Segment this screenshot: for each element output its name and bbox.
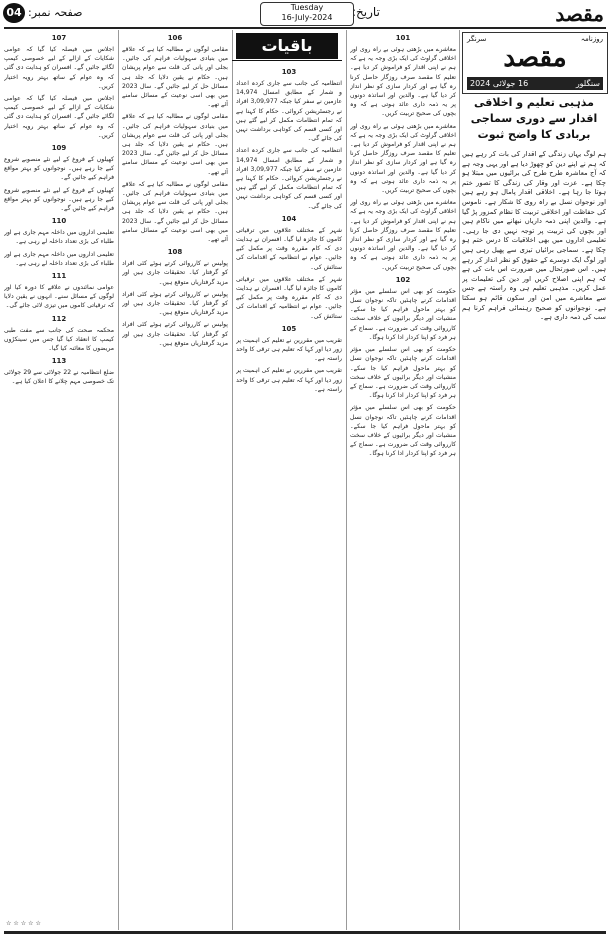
day-text: Tuesday [290,3,324,12]
masthead-owner: سرنگر [467,35,487,43]
item-text: مقامی لوگوں نے مطالبہ کیا ہے کہ علاقے میں بنیادی سہولیات فراہم کی جائیں۔ بجلی اور پانی کی قلت سے عوام پریشان ہیں۔ حکام نے یقین دلایا کہ جلد ہی مسائل حل کر لیے جائیں گے۔ سال 2023 میں بھی اسی نوعیت کے مسائل سامنے آئے تھے۔ [122,180,228,244]
item-text: تقریب میں مقررین نے تعلیم کی اہمیت پر زور دیا اور کہا کہ تعلیم ہی ترقی کا واحد راستہ ہے۔ [236,336,342,363]
item-number: 105 [281,324,297,333]
item-text: ضلع انتظامیہ نے 22 جولائی سے 29 جولائی تک خصوصی مہم چلانے کا اعلان کیا ہے۔ [4,369,114,386]
item-number: 101 [395,34,411,42]
item-text: حکومت کو بھی اس سلسلے میں مؤثر اقدامات کرنے چاہئیں تاکہ نوجوان نسل کو بہتر ماحول فراہم کیا جا سکے۔ منشیات اور دیگر برائیوں کے خلاف سخت کارروائی وقت کی ضرورت ہے۔ سماج کے ہر فرد کو اپنا کردار ادا کرنا ہوگا۔ [350,346,456,400]
item-text: کھیلوں کے فروغ کے لیے نئے منصوبے شروع کیے جا رہے ہیں۔ نوجوانوں کو بہتر مواقع فراہم کیے جائیں گے۔ [4,186,114,213]
item-text: مقامی لوگوں نے مطالبہ کیا ہے کہ علاقے میں بنیادی سہولیات فراہم کی جائیں۔ بجلی اور پانی کی قلت سے عوام پریشان ہیں۔ حکام نے یقین دلایا کہ جلد ہی مسائل حل کر لیے جائیں گے۔ سال 2023 میں بھی اسی نوعیت کے مسائل سامنے آئے تھے۔ [122,46,228,109]
footer-rule [4,931,606,934]
item-text: شہر کے مختلف علاقوں میں ترقیاتی کاموں کا جائزہ لیا گیا۔ افسران نے ہدایت دی کہ کام مقررہ وقت پر مکمل کیے جائیں۔ عوام نے انتظامیہ کے اقدامات کی ستائش کی۔ [236,275,342,320]
item-number: 103 [281,68,297,76]
column-divider [459,30,460,930]
date-text: 16-July-2024 [281,13,333,22]
paper-name: مقصد [555,2,604,26]
baqiyat-banner: باقیات [236,33,338,59]
item-text: پولیس نے کارروائی کرتے ہوئے کئی افراد کو گرفتار کیا۔ تحقیقات جاری ہیں اور مزید گرفتاریاں متوقع ہیں۔ [122,321,228,347]
item-text: حکومت کو بھی اس سلسلے میں مؤثر اقدامات کرنے چاہئیں تاکہ نوجوان نسل کو بہتر ماحول فراہم کیا جا سکے۔ منشیات اور دیگر برائیوں کے خلاف سخت کارروائی وقت کی ضرورت ہے۔ سماج کے ہر فرد کو اپنا کردار ادا کرنا ہوگا۔ [350,287,456,341]
news-column-1 [350,30,456,930]
lead-article [462,150,606,930]
masthead-tag: روزنامہ [580,35,603,43]
masthead-date: 16 جولائی 2024 [470,79,529,88]
item-text: شہر کے مختلف علاقوں میں ترقیاتی کاموں کا جائزہ لیا گیا۔ افسران نے ہدایت دی کہ کام مقررہ وقت پر مکمل کیے جائیں۔ عوام نے انتظامیہ کے اقدامات کی ستائش کی۔ [236,226,342,271]
news-column-4 [4,30,114,930]
item-text: اجلاس میں فیصلہ کیا گیا کہ عوامی شکایات کے ازالے کے لیے خصوصی کیمپ لگائے جائیں گے۔ افسران کو ہدایت دی گئی کہ وہ عوام کے ساتھ بہتر رویہ اختیار کریں۔ [4,95,114,139]
item-text: معاشرے میں بڑھتی ہوئی بے راہ روی اور اخلاقی گراوٹ کی ایک بڑی وجہ یہ ہے کہ ہم نے اپنی اقدار کو فراموش کر دیا ہے۔ تعلیم کا مقصد صرف روزگار حاصل کرنا رہ گیا ہے اور کردار سازی کو نظر انداز کر دیا گیا ہے۔ والدین اور اساتذہ دونوں پر یہ ذمہ داری عائد ہوتی ہے کہ وہ بچوں کی صحیح تربیت کریں۔ [350,199,456,271]
page-label: صفحہ نمبر: [28,6,83,19]
lead-headline: مذہبی تعلیم و اخلاقی اقدار سے دوری سماجی بربادی کا واضح ثبوت [470,96,598,141]
item-number: 112 [51,314,67,323]
item-number: 102 [395,275,411,284]
item-text: تعلیمی اداروں میں داخلہ مہم جاری ہے اور طلباء کی بڑی تعداد داخلہ لے رہی ہے۔ [4,250,114,267]
page-number-badge: 04 [3,3,25,23]
date-label: تاریخ: [352,5,380,19]
item-number: 107 [51,34,67,42]
masthead-title: مقصد [503,43,567,73]
item-number: 110 [51,217,67,226]
item-text: تعلیمی اداروں میں داخلہ مہم جاری ہے اور طلباء کی بڑی تعداد داخلہ لے رہی ہے۔ [4,229,114,246]
item-text: پولیس نے کارروائی کرتے ہوئے کئی افراد کو گرفتار کیا۔ تحقیقات جاری ہیں اور مزید گرفتاریاں متوقع ہیں۔ [122,290,228,317]
item-text: تقریب میں مقررین نے تعلیم کی اہمیت پر زور دیا اور کہا کہ تعلیم ہی ترقی کا واحد راستہ ہے۔ [236,367,342,393]
item-text: کھیلوں کے فروغ کے لیے نئے منصوبے شروع کیے جا رہے ہیں۔ نوجوانوں کو بہتر مواقع فراہم کیے جائیں گے۔ [4,156,114,182]
item-text: اجلاس میں فیصلہ کیا گیا کہ عوامی شکایات کے ازالے کے لیے خصوصی کیمپ لگائے جائیں گے۔ افسران کو ہدایت دی گئی کہ وہ عوام کے ساتھ بہتر رویہ اختیار کریں۔ [4,46,114,90]
masthead-city: سنگلور [575,79,600,88]
news-column-3 [122,30,228,930]
item-text: معاشرے میں بڑھتی ہوئی بے راہ روی اور اخلاقی گراوٹ کی ایک بڑی وجہ یہ ہے کہ ہم نے اپنی اقدار کو فراموش کر دیا ہے۔ تعلیم کا مقصد صرف روزگار حاصل کرنا رہ گیا ہے اور کردار سازی کو نظر انداز کر دیا گیا ہے۔ والدین اور اساتذہ دونوں پر یہ ذمہ داری عائد ہوتی ہے کہ وہ بچوں کی صحیح تربیت کریں۔ [350,122,456,195]
masthead-dateline [467,77,603,90]
item-number: 108 [167,248,183,257]
footer-stars: ☆☆☆☆☆ [6,920,43,927]
item-number: 104 [281,214,297,223]
item-number: 106 [167,34,183,42]
item-number: 109 [51,144,67,153]
item-text: انتظامیہ کی جانب سے جاری کردہ اعداد و شمار کے مطابق امسال 14,974 عازمین نے سفر کیا جبکہ 3,09,977 افراد نے رجسٹریشن کروائی۔ حکام کا کہنا ہے کہ تمام انتظامات مکمل کر لیے گئے ہیں اور کسی قسم کی کوتاہی برداشت نہیں کی جائے گی۔ [236,80,342,143]
column-divider [232,30,233,930]
item-text: محکمہ صحت کی جانب سے مفت طبی کیمپ کا انعقاد کیا گیا جس میں سینکڑوں مریضوں کا معائنہ کیا گیا۔ [4,326,114,353]
news-column-2 [236,64,342,930]
item-number: 113 [51,357,67,366]
column-divider [118,30,119,930]
masthead [462,32,608,94]
item-text: عوامی نمائندوں نے علاقے کا دورہ کیا اور لوگوں کے مسائل سنے۔ انہوں نے یقین دلایا کہ ترقیاتی کاموں میں تیزی لائی جائے گی۔ [4,284,114,310]
banner-underline [232,60,342,61]
item-text: مقامی لوگوں نے مطالبہ کیا ہے کہ علاقے میں بنیادی سہولیات فراہم کی جائیں۔ بجلی اور پانی کی قلت سے عوام پریشان ہیں۔ حکام نے یقین دلایا کہ جلد ہی مسائل حل کر لیے جائیں گے۔ سال 2023 میں بھی اسی نوعیت کے مسائل سامنے آئے تھے۔ [122,113,228,176]
date-box [260,2,354,26]
lead-body-text: ہم لوگ یہاں زندگی کے اقدار کی بات کر رہے ہیں کہ ہم نے اپنے دین کو چھوڑ دیا ہے اور یہی وجہ ہے کہ آج معاشرہ طرح طرح کی برائیوں میں مبتلا ہو چکا ہے۔ عزت اور وقار کی زندگی کا تصور ختم ہوتا جا رہا ہے۔ اخلاقی اقدار پامال ہو رہے ہیں اور نوجوان نسل بے راہ روی کا شکار ہے۔ ناموس کی حفاظت اور اخلاقی تربیت کا نظام کمزور پڑ گیا ہے۔ والدین اپنی ذمہ داریاں نبھانے میں ناکام ہیں اور بچوں کی تربیت پر توجہ نہیں دی جا رہی۔ تعلیمی اداروں میں بھی اخلاقیات کا درس ختم ہو چکا ہے۔ سماجی برائیاں تیزی سے پھیل رہی ہیں اور لوگ ایک دوسرے کے حقوق کو نظر انداز کر رہے ہیں۔ اس صورتحال میں ضرورت اس بات کی ہے کہ ہم اپنی اصلاح کریں اور دین کی تعلیمات پر عمل کریں۔ مذہبی تعلیم ہی وہ راستہ ہے جس سے معاشرے میں امن اور سکون قائم ہو سکتا ہے۔ نوجوانوں کو صحیح رہنمائی فراہم کرنا ہم سب کی ذمہ داری ہے۔ [462,150,606,322]
item-text: حکومت کو بھی اس سلسلے میں مؤثر اقدامات کرنے چاہئیں تاکہ نوجوان نسل کو بہتر ماحول فراہم کیا جا سکے۔ منشیات اور دیگر برائیوں کے خلاف سخت کارروائی وقت کی ضرورت ہے۔ سماج کے ہر فرد کو اپنا کردار ادا کرنا ہوگا۔ [350,404,456,458]
header-rule [4,27,606,29]
item-text: معاشرے میں بڑھتی ہوئی بے راہ روی اور اخلاقی گراوٹ کی ایک بڑی وجہ یہ ہے کہ ہم نے اپنی اقدار کو فراموش کر دیا ہے۔ تعلیم کا مقصد صرف روزگار حاصل کرنا رہ گیا ہے اور کردار سازی کو نظر انداز کر دیا گیا ہے۔ والدین اور اساتذہ دونوں پر یہ ذمہ داری عائد ہوتی ہے کہ وہ بچوں کی صحیح تربیت کریں۔ [350,46,456,118]
item-number: 111 [51,272,67,281]
column-divider [346,30,347,930]
item-text: انتظامیہ کی جانب سے جاری کردہ اعداد و شمار کے مطابق امسال 14,974 عازمین نے سفر کیا جبکہ 3,09,977 افراد نے رجسٹریشن کروائی۔ حکام کا کہنا ہے کہ تمام انتظامات مکمل کر لیے گئے ہیں اور کسی قسم کی کوتاہی برداشت نہیں کی جائے گی۔ [236,147,342,210]
item-text: پولیس نے کارروائی کرتے ہوئے کئی افراد کو گرفتار کیا۔ تحقیقات جاری ہیں اور مزید گرفتاریاں متوقع ہیں۔ [122,260,228,286]
page-header [0,0,610,28]
